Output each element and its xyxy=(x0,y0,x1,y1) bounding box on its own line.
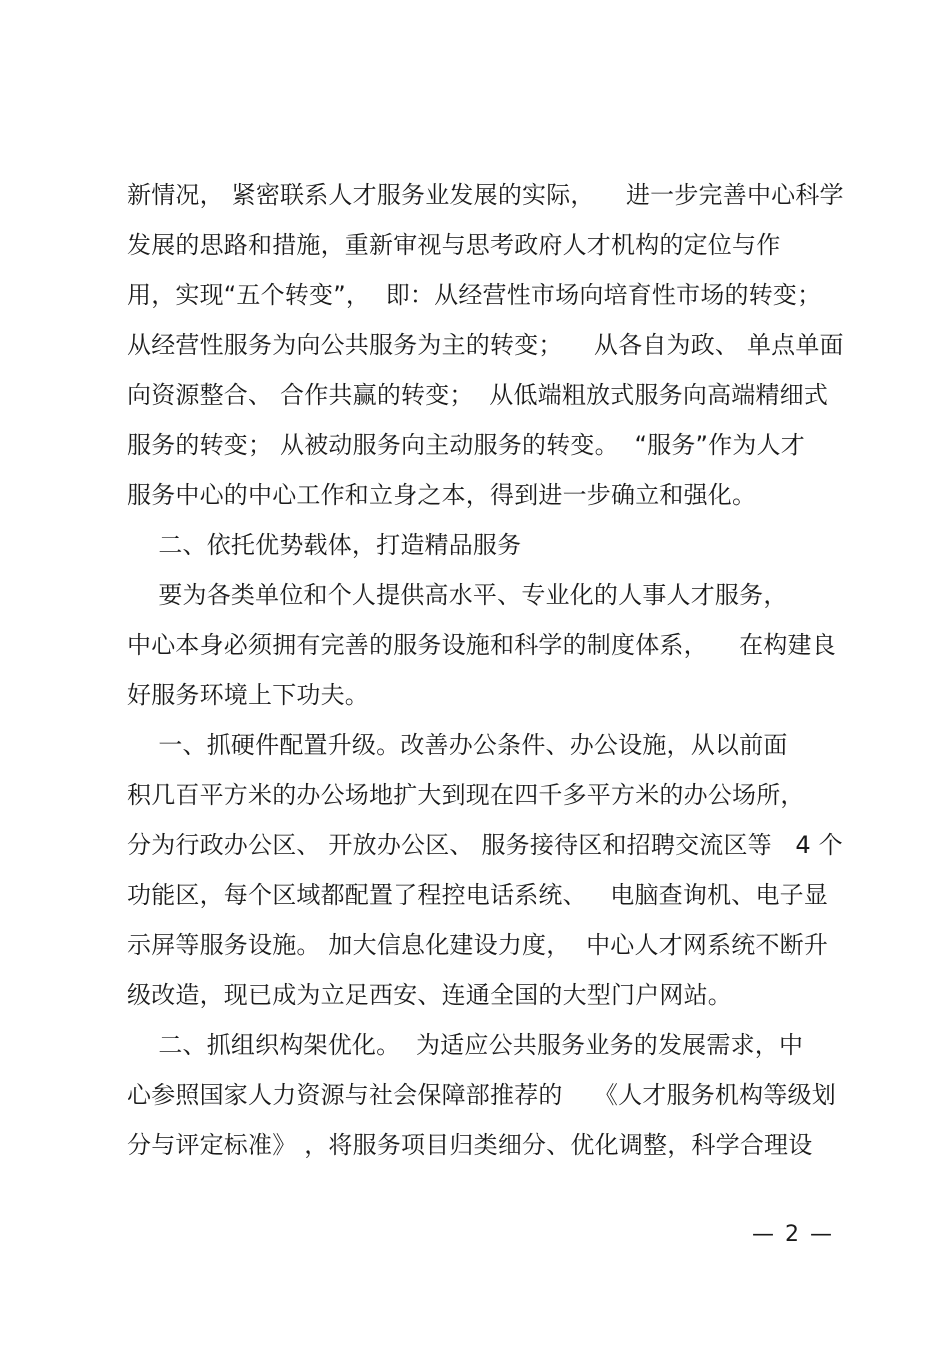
text-line-4: 从经营性服务为向公共服务为主的转变； 从各自为政、 单点单面 xyxy=(127,331,844,359)
text-line-1: 新情况， 紧密联系人才服务业发展的实际， 进一步完善中心科学 xyxy=(127,181,844,209)
text-line-2: 发展的思路和措施，重新审视与思考政府人才机构的定位与作 xyxy=(127,231,781,259)
text-line-15: 功能区，每个区域都配置了程控电话系统、 电脑查询机、电子显 xyxy=(127,881,829,909)
section-heading: 二、依托优势载体，打造精品服务 xyxy=(127,531,522,559)
text-line-3: 用，实现“五个转变”， 即：从经营性市场向培育性市场的转变； xyxy=(127,281,822,309)
text-line-16: 示屏等服务设施。 加大信息化建设力度， 中心人才网系统不断升 xyxy=(127,931,829,959)
text-line-20: 分与评定标准》 ，将服务项目归类细分、优化调整，科学合理设 xyxy=(127,1131,813,1159)
text-line-11: 好服务环境上下功夫。 xyxy=(127,681,369,709)
text-line-18: 二、抓组织构架优化。 为适应公共服务业务的发展需求，中 xyxy=(127,1031,804,1059)
text-line-10: 中心本身必须拥有完善的服务设施和科学的制度体系， 在构建良 xyxy=(127,631,836,659)
text-line-7: 服务中心的中心工作和立身之本，得到进一步确立和强化。 xyxy=(127,481,757,509)
text-line-19: 心参照国家人力资源与社会保障部推荐的 《人才服务机构等级划 xyxy=(127,1081,836,1109)
text-line-12: 一、抓硬件配置升级。改善办公条件、办公设施，从以前面 xyxy=(127,731,788,759)
text-line-17: 级改造，现已成为立足西安、连通全国的大型门户网站。 xyxy=(127,981,732,1009)
text-line-14: 分为行政办公区、 开放办公区、 服务接待区和招聘交流区等 4 个 xyxy=(127,831,843,859)
text-line-6: 服务的转变； 从被动服务向主动服务的转变。 “服务”作为人才 xyxy=(127,431,805,459)
text-line-13: 积几百平方米的办公场地扩大到现在四千多平方米的办公场所， xyxy=(127,781,805,809)
text-line-5: 向资源整合、 合作共赢的转变； 从低端粗放式服务向高端精细式 xyxy=(127,381,829,409)
page-number: — 2 — xyxy=(752,1222,834,1247)
text-line-9: 要为各类单位和个人提供高水平、专业化的人事人才服务， xyxy=(127,581,788,609)
